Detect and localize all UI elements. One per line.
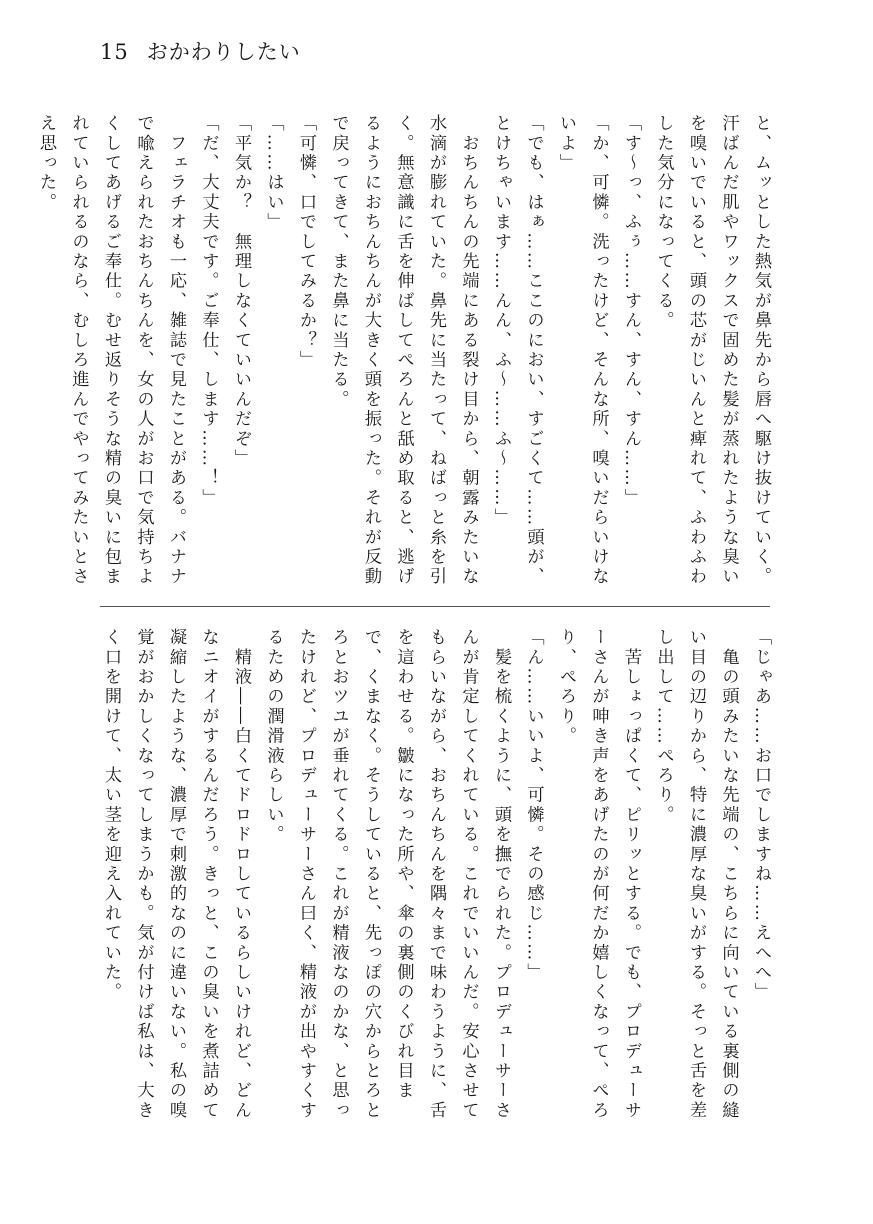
upper-text-block	[36, 114, 777, 592]
paragraph: 「でも、はぁ……ここのにおい、すごくて……頭が、とけちゃいます……んん、ふ〜……ふ〜……」	[491, 114, 544, 587]
paragraph: 「じゃあ……お口でしますね……えへへ」	[751, 628, 771, 1003]
paragraph: おちんちんの先端にある裂け目から、朝露みたいな水滴が膨れていた。鼻先に当たって、ねばっと糸を引く。無意識に舌を伸ばしてぺろんと舐め取ると、逃げるようにおちんちんが大きく頭を振った。それが反動で戻ってきて、また鼻に当たる。	[328, 114, 479, 587]
page-number: 15	[100, 40, 129, 64]
paragraph: 「ん……いいよ、可憐。その感じ……」	[523, 628, 544, 983]
paragraph: と、ムッとした熱気が鼻先から唇へ駆け抜けていく。汗ばんだ肌やワックスで固めた髪が蒸れたような臭いを嗅いでいると、頭の芯がじいんと痺れて、ふわふわした気分になってくる。	[653, 114, 771, 587]
paragraph: 「……はい」	[263, 114, 284, 233]
chapter-title: おかわりしたい	[146, 40, 301, 64]
paragraph: 「だ、大丈夫です。ご奉仕、します……！」	[198, 114, 219, 508]
paragraph: 「可憐、口でしてみるか？」	[296, 114, 316, 371]
paragraph: 苦しょっぱくて、ピリッとする。でも、プロデューサーさんが呻き声をあげたのが何だか嬉しくなって、ぺろり、ぺろり。	[556, 628, 641, 1121]
paragraph: 「か、可憐。洗ったけど、そんな所、嗅いだらいけないよ」	[556, 114, 609, 587]
paragraph: フェラチオも一応、雑誌で見たことがある。バナナで喩えられたおちんちんを、女の人がお口で気持ちよくしてあげるご奉仕。むせ返りそうな精の臭いに包まれていられるのなら、むしろ進んでやってみたいとさえ思った。	[36, 114, 186, 587]
lower-text-block	[87, 628, 777, 1128]
paragraph: 「す〜っ、ふぅ……すん、すん、すん……」	[621, 114, 641, 508]
paragraph: 髪を梳くように、頭を撫でられた。プロデューサーさんが肯定してくれている。これでいいんだ。安心させてもらいながら、おちんちんを隅々まで味わうように、舌を這わせる。皺になった所や、傘の裏側のくびれ目まで、くまなく。そうしていると、先っぽの穴からとろとろとおツユが垂れてくる。これが精液なのかな、と思ったけれど、プロデューサーさん曰く、精液が出やすくするための潤滑液らしい。	[263, 628, 511, 1121]
section-divider	[100, 606, 770, 607]
paragraph: 「平気か？ 無理しなくていいんだぞ」	[231, 114, 251, 469]
page-header	[100, 36, 301, 66]
paragraph: 亀の頭みたいな先端の、こちらに向いている裏側の縫い目の辺りから、特に濃厚な臭いがする。そっと舌を差し出して……ぺろり。	[653, 628, 739, 1121]
paragraph: 精液――白くてドロドロしているらしいけれど、どんなニオイがするんだろう。きっと、この臭いを煮詰めて凝縮したような、濃厚で刺激的なのに違いない。私の嗅覚がおかしくなってしまうかも。気が付けば私は、大きく口を開けて、太い茎を迎え入れていた。	[101, 628, 251, 1121]
